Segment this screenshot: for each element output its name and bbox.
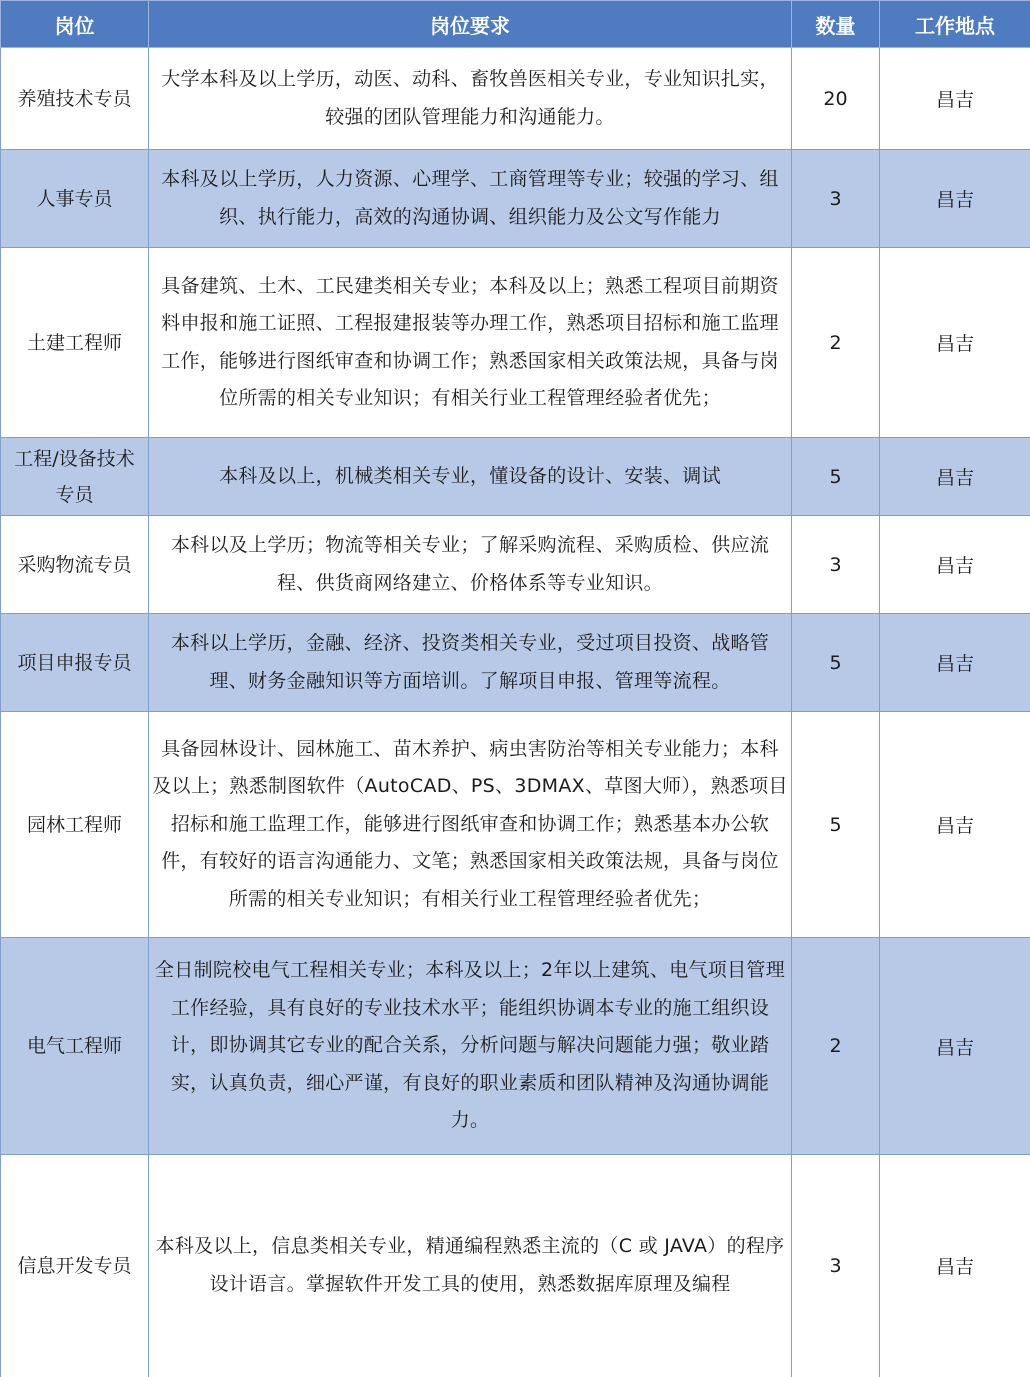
- position-cell: 人事专员: [1, 150, 149, 248]
- location-cell: 昌吉: [880, 1155, 1030, 1377]
- position-cell: 采购物流专员: [1, 516, 149, 614]
- table-row: [1, 150, 1030, 248]
- count-cell: 2: [792, 248, 880, 438]
- requirement-cell: 本科以上学历，金融、经济、投资类相关专业，受过项目投资、战略管理、财务金融知识等方面培训。了解项目申报、管理等流程。: [149, 614, 792, 712]
- position-cell: 工程/设备技术专员: [1, 438, 149, 516]
- count-cell: 3: [792, 150, 880, 248]
- count-cell: 2: [792, 938, 880, 1155]
- requirement-cell: 本科及以上学历，人力资源、心理学、工商管理等专业；较强的学习、组织、执行能力，高效的沟通协调、组织能力及公文写作能力: [149, 150, 792, 248]
- count-cell: 5: [792, 614, 880, 712]
- position-cell: 电气工程师: [1, 938, 149, 1155]
- table-row: [1, 712, 1030, 938]
- count-cell: 3: [792, 1155, 880, 1377]
- location-cell: 昌吉: [880, 516, 1030, 614]
- header-requirement: 岗位要求: [149, 1, 792, 48]
- position-cell: 信息开发专员: [1, 1155, 149, 1377]
- location-cell: 昌吉: [880, 614, 1030, 712]
- requirement-cell: 本科以及上学历；物流等相关专业；了解采购流程、采购质检、供应流程、供货商网络建立、价格体系等专业知识。: [149, 516, 792, 614]
- position-cell: 养殖技术专员: [1, 48, 149, 150]
- table-row: [1, 938, 1030, 1155]
- table-row: [1, 614, 1030, 712]
- position-cell: 土建工程师: [1, 248, 149, 438]
- location-cell: 昌吉: [880, 438, 1030, 516]
- count-cell: 3: [792, 516, 880, 614]
- requirement-cell: 本科及以上，信息类相关专业，精通编程熟悉主流的（C 或 JAVA）的程序设计语言。掌握软件开发工具的使用，熟悉数据库原理及编程: [149, 1155, 792, 1377]
- position-cell: 园林工程师: [1, 712, 149, 938]
- requirement-cell: 具备园林设计、园林施工、苗木养护、病虫害防治等相关专业能力；本科及以上；熟悉制图软件（AutoCAD、PS、3DMAX、草图大师），熟悉项目招标和施工监理工作，能够进行图纸审查和协调工作；熟悉基本办公软件，有较好的语言沟通能力、文笔；熟悉国家相关政策法规，具备与岗位所需的相关专业知识；有相关行业工程管理经验者优先；: [149, 712, 792, 938]
- requirement-cell: 全日制院校电气工程相关专业；本科及以上；2年以上建筑、电气项目管理工作经验，具有良好的专业技术水平；能组织协调本专业的施工组织设计，即协调其它专业的配合关系，分析问题与解决问题能力强；敬业踏实，认真负责，细心严谨，有良好的职业素质和团队精神及沟通协调能力。: [149, 938, 792, 1155]
- header-position: 岗位: [1, 1, 149, 48]
- location-cell: 昌吉: [880, 712, 1030, 938]
- table-row: [1, 516, 1030, 614]
- table-header-row: [1, 1, 1030, 48]
- location-cell: 昌吉: [880, 248, 1030, 438]
- table-row: [1, 438, 1030, 516]
- location-cell: 昌吉: [880, 150, 1030, 248]
- location-cell: 昌吉: [880, 938, 1030, 1155]
- requirement-cell: 本科及以上，机械类相关专业，懂设备的设计、安装、调试: [149, 438, 792, 516]
- table-row: [1, 248, 1030, 438]
- count-cell: 5: [792, 438, 880, 516]
- requirement-cell: 大学本科及以上学历，动医、动科、畜牧兽医相关专业，专业知识扎实，较强的团队管理能力和沟通能力。: [149, 48, 792, 150]
- position-cell: 项目申报专员: [1, 614, 149, 712]
- location-cell: 昌吉: [880, 48, 1030, 150]
- table-row: [1, 1155, 1030, 1377]
- count-cell: 20: [792, 48, 880, 150]
- header-location: 工作地点: [880, 1, 1030, 48]
- table-row: [1, 48, 1030, 150]
- count-cell: 5: [792, 712, 880, 938]
- requirement-cell: 具备建筑、土木、工民建类相关专业；本科及以上；熟悉工程项目前期资料申报和施工证照、工程报建报装等办理工作，熟悉项目招标和施工监理工作，能够进行图纸审查和协调工作；熟悉国家相关政策法规，具备与岗位所需的相关专业知识；有相关行业工程管理经验者优先；: [149, 248, 792, 438]
- header-count: 数量: [792, 1, 880, 48]
